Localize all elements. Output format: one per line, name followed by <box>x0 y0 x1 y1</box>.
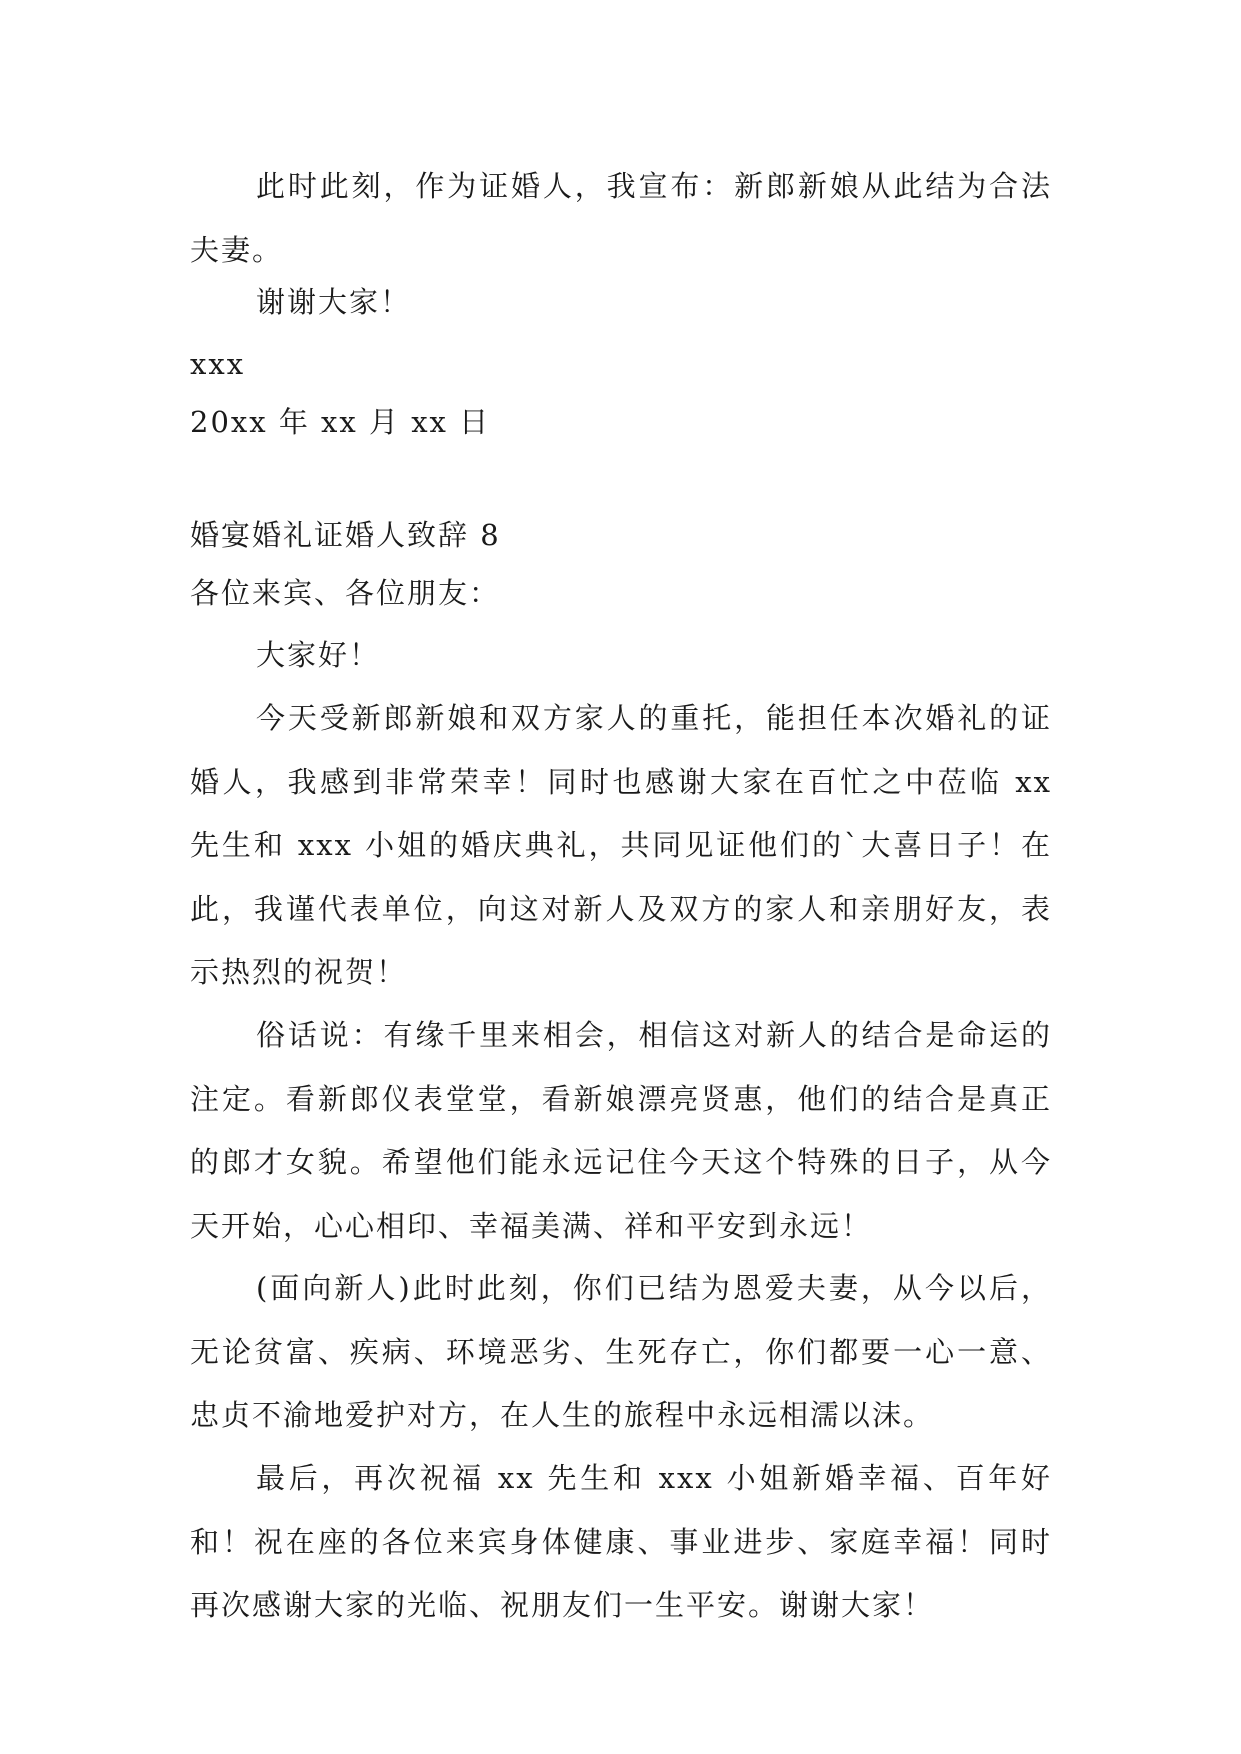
declaration-paragraph: 此时此刻，作为证婚人，我宣布：新郎新娘从此结为合法夫妻。 <box>190 169 1052 267</box>
greeting: 大家好！ <box>256 638 381 672</box>
section-title: 婚宴婚礼证婚人致辞 8 <box>190 518 501 552</box>
salutation: 各位来宾、各位朋友： <box>190 576 501 610</box>
signature-name: xxx <box>190 347 246 381</box>
signature-date: 20xx 年 xx 月 xx 日 <box>190 405 491 439</box>
body-paragraph-2: 俗话说：有缘千里来相会，相信这对新人的结合是命运的注定。看新郎仪表堂堂，看新娘漂亮贤惠，他们的结合是真正的郎才女貌。希望他们能永远记住今天这个特殊的日子，从今天开始，心心相印、幸福美满、祥和平安到永远！ <box>190 1018 1052 1243</box>
thanks-line: 谢谢大家！ <box>256 285 412 319</box>
body-paragraph-3: (面向新人)此时此刻，你们已结为恩爱夫妻，从今以后，无论贫富、疾病、环境恶劣、生死存亡，你们都要一心一意、忠贞不渝地爱护对方，在人生的旅程中永远相濡以沫。 <box>190 1271 1052 1432</box>
body-paragraph-1: 今天受新郎新娘和双方家人的重托，能担任本次婚礼的证婚人，我感到非常荣幸！同时也感谢大家在百忙之中莅临 xx 先生和 xxx 小姐的婚庆典礼，共同见证他们的`大喜日子！在此，我谨代表单位，向这对新人及双方的家人和亲朋好友，表示热烈的祝贺！ <box>190 701 1052 989</box>
body-paragraph-4: 最后，再次祝福 xx 先生和 xxx 小姐新婚幸福、百年好和！祝在座的各位来宾身体健康、事业进步、家庭幸福！同时再次感谢大家的光临、祝朋友们一生平安。谢谢大家！ <box>190 1461 1052 1622</box>
